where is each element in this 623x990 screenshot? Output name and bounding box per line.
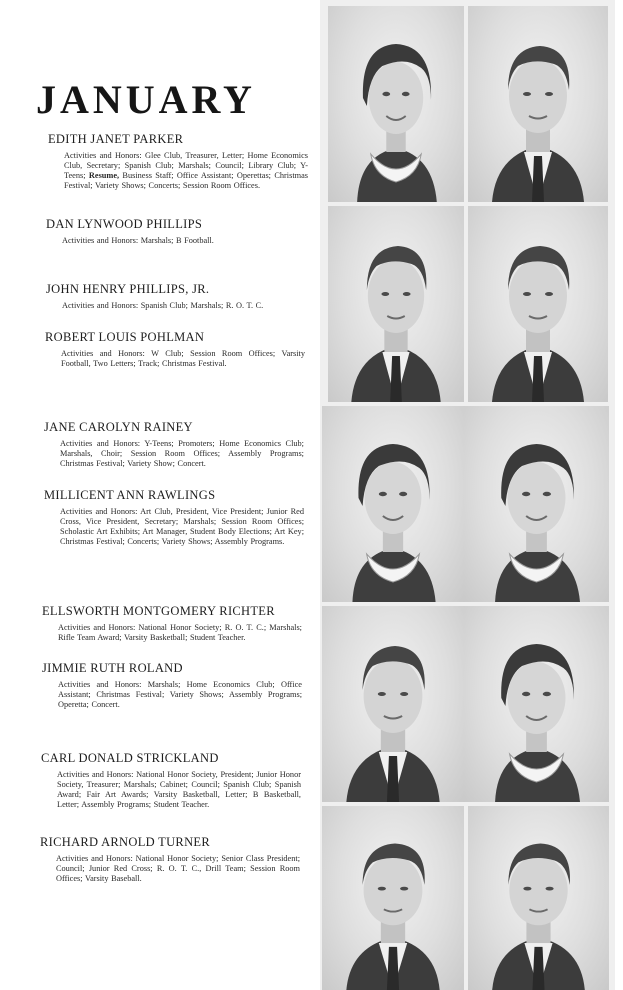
male-portrait-icon <box>468 206 608 402</box>
student-entry <box>44 421 304 469</box>
female-portrait-icon <box>322 406 464 602</box>
student-activities: Activities and Honors: W Club; Session Room Offices; Varsity Football, Two Letters; Track; Christmas Festival. <box>61 348 305 368</box>
student-activities: Activities and Honors: National Honor Society; R. O. T. C.; Marshals; Rifle Team Award; Varsity Basketball; Student Teacher. <box>58 622 302 642</box>
male-portrait-icon <box>468 6 608 202</box>
student-name: CARL DONALD STRICKLAND <box>41 751 219 765</box>
student-entry <box>41 752 301 811</box>
male-portrait-icon <box>468 806 609 990</box>
portrait-grid <box>320 0 615 990</box>
student-entry <box>46 283 306 311</box>
male-portrait-icon <box>322 606 464 802</box>
student-activities: Activities and Honors: National Honor Society; Senior Class President; Council; Junior Red Cross; R. O. T. C., Drill Team; Session Room Offices; Varsity Baseball. <box>56 853 300 884</box>
student-name: ROBERT LOUIS POHLMAN <box>45 330 205 344</box>
female-portrait-icon <box>328 6 464 202</box>
student-name: EDITH JANET PARKER <box>48 132 184 146</box>
male-portrait-icon <box>328 206 464 402</box>
male-portrait-icon <box>322 806 464 990</box>
student-entry <box>45 331 305 369</box>
student-name: ELLSWORTH MONTGOMERY RICHTER <box>42 604 275 618</box>
student-entry <box>42 662 302 710</box>
student-entry <box>42 605 302 643</box>
student-entry <box>46 218 306 246</box>
student-name: JANE CAROLYN RAINEY <box>44 420 193 434</box>
student-name: JIMMIE RUTH ROLAND <box>42 661 183 675</box>
student-activities: Activities and Honors: National Honor Society, President; Junior Honor Society, Treasurer; Marshals; Cabinet; Council; Spanish Club; Spanish Award; Fair Art Awards; Varsity Basketball, Letter; B Basketball, Letter; Assembly Programs; Student Teacher. <box>57 769 301 810</box>
student-entry <box>48 133 308 192</box>
student-name: MILLICENT ANN RAWLINGS <box>44 488 216 502</box>
student-activities: Activities and Honors: Marshals; B Football. <box>62 235 214 245</box>
student-name: RICHARD ARNOLD TURNER <box>40 835 210 849</box>
student-name: JOHN HENRY PHILLIPS, JR. <box>46 282 210 296</box>
student-activities: Activities and Honors: Y-Teens; Promoters; Home Economics Club; Marshals, Choir; Session Room Offices; Assembly Programs; Christmas Festival; Variety Show; Concert. <box>60 438 304 469</box>
student-entry <box>44 489 304 548</box>
student-activities: Activities and Honors: Spanish Club; Marshals; R. O. T. C. <box>62 300 264 310</box>
female-portrait-icon <box>464 406 609 602</box>
student-entry <box>40 836 300 884</box>
student-activities: Activities and Honors: Art Club, President, Vice President; Junior Red Cross, Vice President, Secretary; Marshals; Session Room Offices; Scholastic Art Exhibits; Art Manager, Student Body Elections; Art Key; Christmas Festival; Concerts; Variety Shows; Assembly Programs. <box>60 506 304 547</box>
student-activities: Activities and Honors: Glee Club, Treasurer, Letter; Home Economics Club, Secretary; Spanish Club; Marshals; Council; Library Club; Y-Teens; Resume, Business Staff; Office Assistant; Operettas; Christmas Festival; Variety Shows; Concerts; Session Room Offices. <box>64 150 308 191</box>
student-name: DAN LYNWOOD PHILLIPS <box>46 217 203 231</box>
page-title: JANUARY <box>36 77 256 122</box>
female-portrait-icon <box>464 606 609 802</box>
student-activities: Activities and Honors: Marshals; Home Economics Club; Office Assistant; Christmas Festival; Variety Shows; Assembly Programs; Operetta; Concert. <box>58 679 302 710</box>
